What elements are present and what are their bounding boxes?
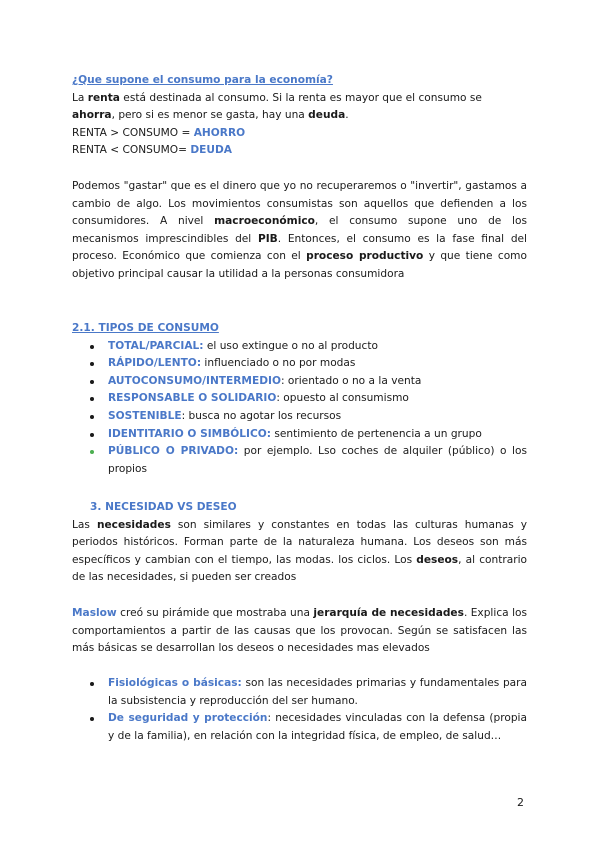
bullet-icon (90, 345, 94, 349)
bullet-icon (90, 450, 94, 454)
list-item: De seguridad y protección: necesidades vinculadas con la defensa (propia y de la familia), en relación con la integridad física, de empleo, de salud… (72, 710, 527, 745)
list-item: Fisiológicas o básicas: son las necesidades primarias y fundamentales para la subsistencia y reproducción del ser humano. (72, 675, 527, 710)
list-item: RESPONSABLE O SOLIDARIO: opuesto al consumismo (72, 390, 527, 408)
maslow-paragraph: Maslow creó su pirámide que mostraba una jerarquía de necesidades. Explica los comportamientos a partir de las causas que los provocan. Según se satisfacen las más básicas se desarrollan los deseos o necesidades mas elevados (72, 607, 528, 655)
equation-deuda: RENTA < CONSUMO= DEUDA (72, 144, 232, 157)
list-item: IDENTITARIO O SIMBÓLICO: sentimiento de pertenencia a un grupo (72, 426, 527, 444)
maslow-list (72, 675, 527, 745)
necesidad-paragraph: Las necesidades son similares y constantes en todas las culturas humanas y periodos históricos. Forman parte de la naturaleza humana. Los deseos son más específicos y cambian con el tiempo, las modas. los ciclos. Los deseos, al contrario de las necesidades, si pueden ser creados (72, 518, 527, 584)
bullet-icon (90, 415, 94, 419)
bullet-icon (90, 362, 94, 366)
page-number: 2 (517, 796, 524, 809)
equation-ahorro: RENTA > CONSUMO = AHORRO (72, 126, 246, 139)
list-item: SOSTENIBLE: busca no agotar los recursos (72, 408, 527, 426)
tipos-heading: 2.1. TIPOS DE CONSUMO (72, 322, 219, 334)
bullet-icon (90, 682, 94, 686)
necesidad-section (72, 499, 527, 587)
consumo-section (72, 72, 527, 160)
bullet-icon (90, 717, 94, 721)
list-item: AUTOCONSUMO/INTERMEDIO: orientado o no a la venta (72, 373, 527, 391)
renta-paragraph: La renta está destinada al consumo. Si la renta es mayor que el consumo se ahorra, pero si es menor se gasta, hay una deuda. (72, 91, 482, 122)
list-item: PÚBLICO O PRIVADO: por ejemplo. Lso coches de alquiler (público) o los propios (72, 443, 527, 478)
consumo-heading: ¿Que supone el consumo para la economía? (72, 74, 333, 86)
necesidad-heading: 3. NECESIDAD VS DESEO (90, 501, 237, 513)
bullet-icon (90, 397, 94, 401)
list-item: TOTAL/PARCIAL: el uso extingue o no al producto (72, 338, 527, 356)
list-item: RÁPIDO/LENTO: influenciado o no por modas (72, 355, 527, 373)
bullet-icon (90, 380, 94, 384)
bullet-icon (90, 433, 94, 437)
gastar-paragraph: Podemos "gastar" que es el dinero que yo no recuperaremos o "invertir", gastamos a cambio de algo. Los movimientos consumistas son aquellos que defienden a los consumidores. A nivel macroeconómico, el consumo supone uno de los mecanismos imprescindibles del PIB. Entonces, el consumo es la fase final del proceso. Económico que comienza con el proceso productivo y que tiene como objetivo principal causar la utilidad a la personas consumidora (72, 180, 528, 280)
tipos-list (72, 338, 527, 479)
tipos-section (72, 320, 527, 478)
maslow-list-section (72, 675, 527, 745)
